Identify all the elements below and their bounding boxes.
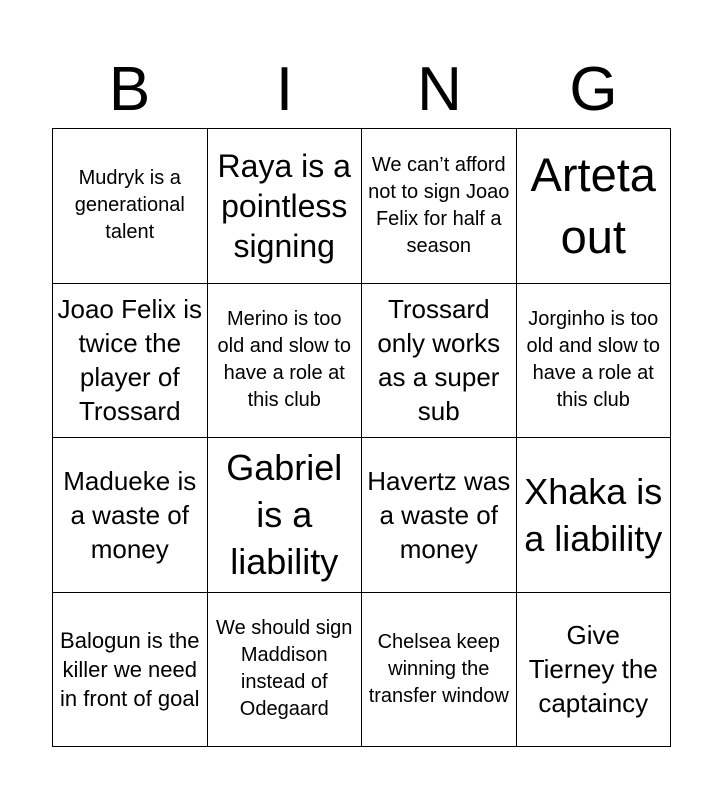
bingo-cell-r1c1[interactable]: [53, 129, 208, 284]
header-letter-b: B: [108, 55, 151, 124]
bingo-cell-text: Balogun is the killer we need in front of goal: [60, 627, 200, 711]
bingo-cell-text: Merino is too old and slow to have a role at this club: [217, 308, 351, 412]
bingo-cell-r4c4[interactable]: [517, 593, 672, 748]
bingo-cell-r3c4[interactable]: [517, 438, 672, 593]
bingo-cell-text: Jorginho is too old and slow to have a role at this club: [526, 308, 660, 412]
bingo-cell-r1c3[interactable]: [362, 129, 517, 284]
bingo-cell-r2c1[interactable]: [53, 284, 208, 439]
bingo-cell-r4c2[interactable]: [208, 593, 363, 748]
bingo-cell-text: Madueke is a waste of money: [63, 465, 197, 564]
bingo-cell-text: Trossard only works as a super sub: [377, 294, 501, 427]
bingo-cell-text: Gabriel is a liability: [226, 447, 343, 583]
bingo-grid: [52, 128, 671, 747]
bingo-cell-text: We can’t afford not to sign Joao Felix for half a season: [368, 153, 510, 257]
bingo-cell-r2c2[interactable]: [208, 284, 363, 439]
bingo-cell-r3c3[interactable]: [362, 438, 517, 593]
bingo-cell-r1c4[interactable]: [517, 129, 672, 284]
bingo-cell-r2c4[interactable]: [517, 284, 672, 439]
bingo-cell-text: Raya is a pointless signing: [217, 147, 351, 264]
bingo-cell-text: Arteta out: [530, 147, 656, 263]
header-letter-n: N: [417, 55, 462, 124]
header-letter-i: I: [275, 55, 294, 124]
bingo-cell-r2c3[interactable]: [362, 284, 517, 439]
bingo-cell-text: Chelsea keep winning the transfer window: [368, 630, 509, 707]
bingo-cell-r3c2[interactable]: [208, 438, 363, 593]
bingo-cell-r3c1[interactable]: [53, 438, 208, 593]
header-letter-g: G: [569, 55, 618, 124]
bingo-cell-text: Mudryk is a generational talent: [74, 167, 185, 244]
bingo-cell-r1c2[interactable]: [208, 129, 363, 284]
bingo-cell-r4c3[interactable]: [362, 593, 517, 748]
bingo-cell-r4c1[interactable]: [53, 593, 208, 748]
bingo-cell-text: Joao Felix is twice the player of Trossard: [57, 294, 202, 427]
bingo-cell-text: Give Tierney the captaincy: [528, 620, 658, 719]
bingo-cell-text: We should sign Maddison instead of Odegaard: [216, 617, 353, 721]
bingo-cell-text: Havertz was a waste of money: [367, 465, 511, 564]
bingo-cell-text: Xhaka is a liability: [524, 470, 663, 559]
bingo-header: [0, 55, 723, 125]
